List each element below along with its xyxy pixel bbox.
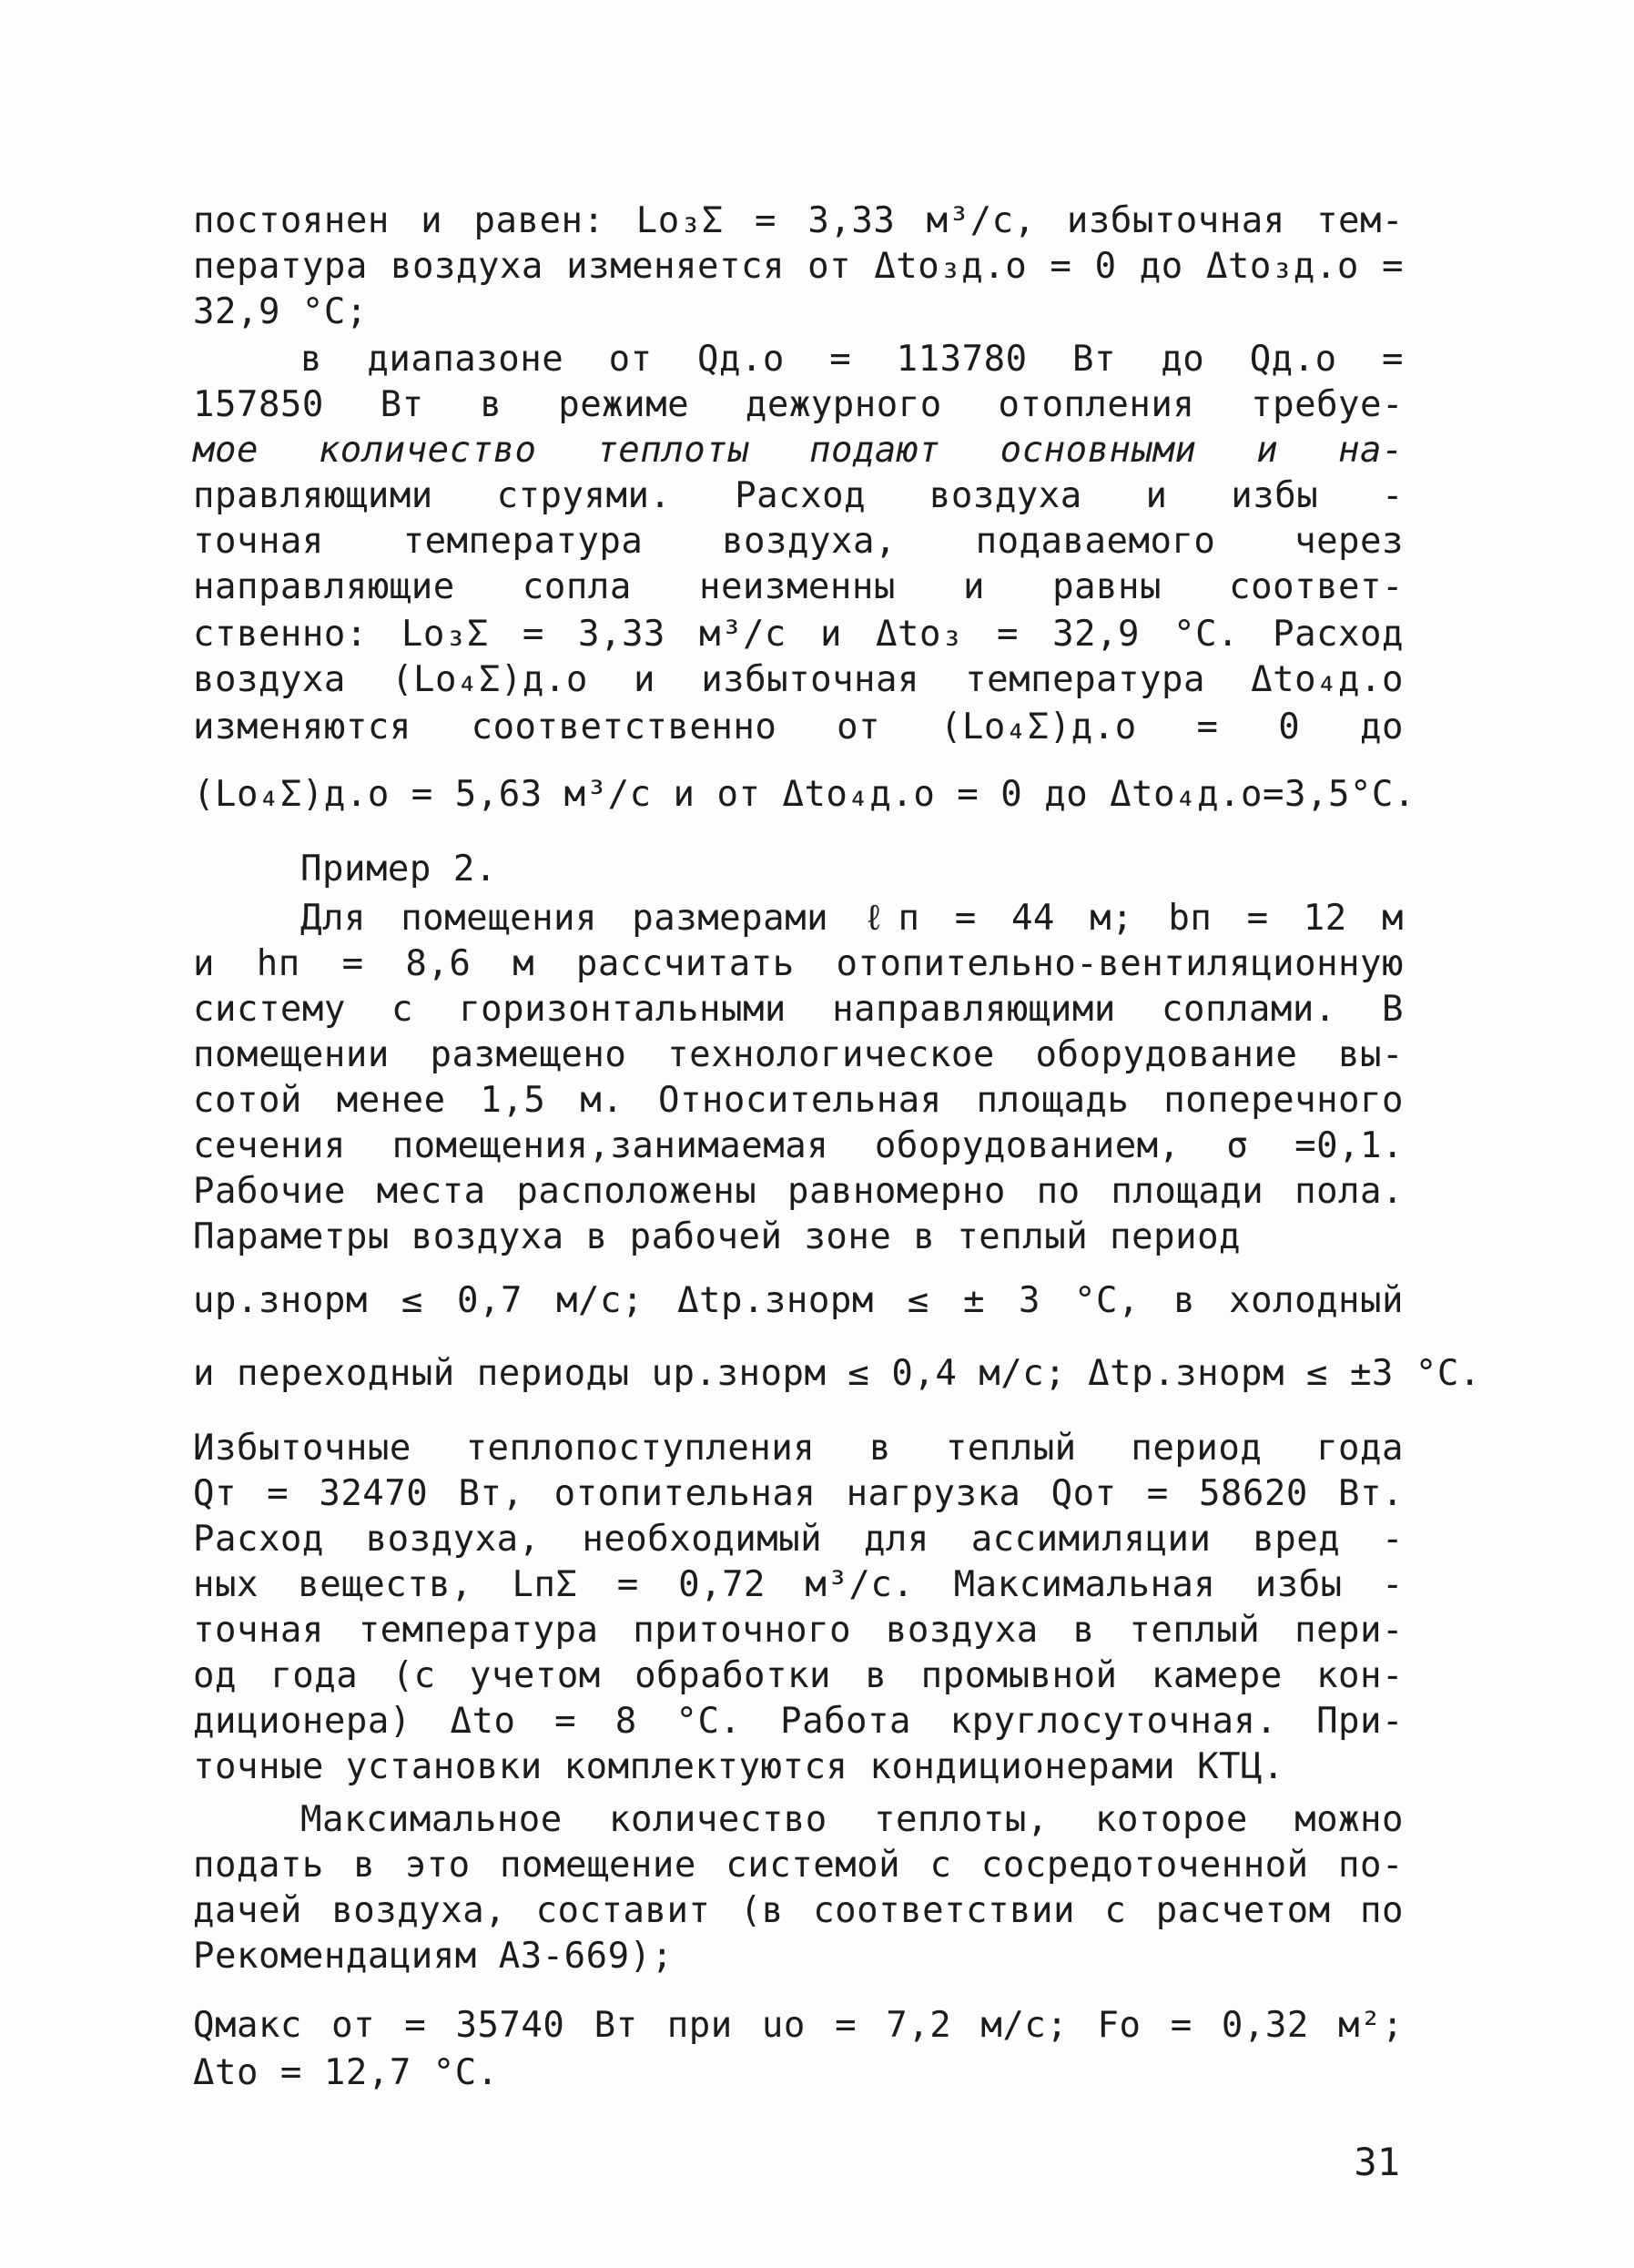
text-line: точная температура приточного воздуха в теплый пери-: [193, 1610, 1404, 1651]
text-line: точные установки комплектуются кондиционерами КТЦ.: [193, 1746, 1284, 1787]
text-line: воздуха (Lo₄Σ)д.о и избыточная температура Δto₄д.о: [193, 659, 1404, 700]
text-line: дачей воздуха, составит (в соответствии с расчетом по: [193, 1890, 1404, 1931]
text-line: Максимальное количество теплоты, которое можно: [300, 1799, 1404, 1840]
text-line: изменяются соответственно от (Lo₄Σ)д.о = 0 до: [193, 707, 1404, 748]
text-line: сотой менее 1,5 м. Относительная площадь поперечного: [193, 1080, 1404, 1121]
text-line: Qмакс от = 35740 Вт при uo = 7,2 м/с; Fo = 0,32 м²;: [193, 2005, 1404, 2046]
page-number: 31: [1354, 2140, 1400, 2184]
text-line: диционера) Δto = 8 °С. Работа круглосуточная. При-: [193, 1701, 1404, 1742]
text-line: од года (с учетом обработки в промывной камере кон-: [193, 1655, 1404, 1696]
text-line: 157850 Вт в режиме дежурного отопления требуе-: [193, 384, 1404, 425]
text-line: помещении размещено технологическое оборудование вы-: [193, 1034, 1404, 1075]
text-line: (Lo₄Σ)д.о = 5,63 м³/с и от Δto₄д.о = 0 до Δto₄д.о=3,5°С.: [193, 774, 1416, 815]
text-line: Рабочие места расположены равномерно по площади пола.: [193, 1171, 1404, 1212]
text-line: uр.знорм ≤ 0,7 м/с; Δtр.знорм ≤ ± 3 °С, в холодный: [193, 1280, 1404, 1321]
text-line: и hп = 8,6 м рассчитать отопительно-вентиляционную: [193, 943, 1404, 984]
text-line: Параметры воздуха в рабочей зоне в теплый период: [193, 1216, 1242, 1257]
text-line: Рекомендациям А3-669);: [193, 1936, 674, 1977]
text-line: Qт = 32470 Вт, отопительная нагрузка Qот = 58620 Вт.: [193, 1473, 1404, 1514]
text-line: ных веществ, LпΣ = 0,72 м³/с. Максимальная избы -: [193, 1564, 1404, 1605]
text-line: в диапазоне от Qд.о = 113780 Вт до Qд.о =: [300, 339, 1404, 380]
text-line: Δto = 12,7 °С.: [193, 2052, 499, 2093]
text-line: Для помещения размерами ℓп = 44 м; bп = 12 м: [300, 898, 1404, 939]
text-line: постоянен и равен: Lo₃Σ = 3,33 м³/с, избыточная тем-: [193, 200, 1404, 241]
text-line: подать в это помещение системой с сосредоточенной по-: [193, 1845, 1404, 1886]
text-line: сечения помещения,занимаемая оборудованием, σ =0,1.: [193, 1125, 1404, 1166]
text-line: Пример 2.: [300, 849, 497, 890]
text-line: правляющими струями. Расход воздуха и избы -: [193, 475, 1404, 516]
text-line: Избыточные теплопоступления в теплый период года: [193, 1428, 1404, 1469]
text-line: ственно: Lo₃Σ = 3,33 м³/с и Δto₃ = 32,9 °С. Расход: [193, 614, 1404, 655]
text-line: пература воздуха изменяется от Δto₃д.о = 0 до Δto₃д.о =: [193, 246, 1404, 287]
text-line: систему с горизонтальными направляющими соплами. В: [193, 989, 1404, 1030]
text-line: мое количество теплоты подают основными и на-: [193, 430, 1404, 471]
text-line: Расход воздуха, необходимый для ассимиляции вред -: [193, 1519, 1404, 1560]
text-line: 32,9 °С;: [193, 291, 368, 332]
text-line: и переходный периоды uр.знорм ≤ 0,4 м/с; Δtр.знорм ≤ ±3 °С.: [193, 1353, 1481, 1394]
text-line: направляющие сопла неизменны и равны соответ-: [193, 566, 1404, 607]
text-line: точная температура воздуха, подаваемого через: [193, 521, 1404, 562]
